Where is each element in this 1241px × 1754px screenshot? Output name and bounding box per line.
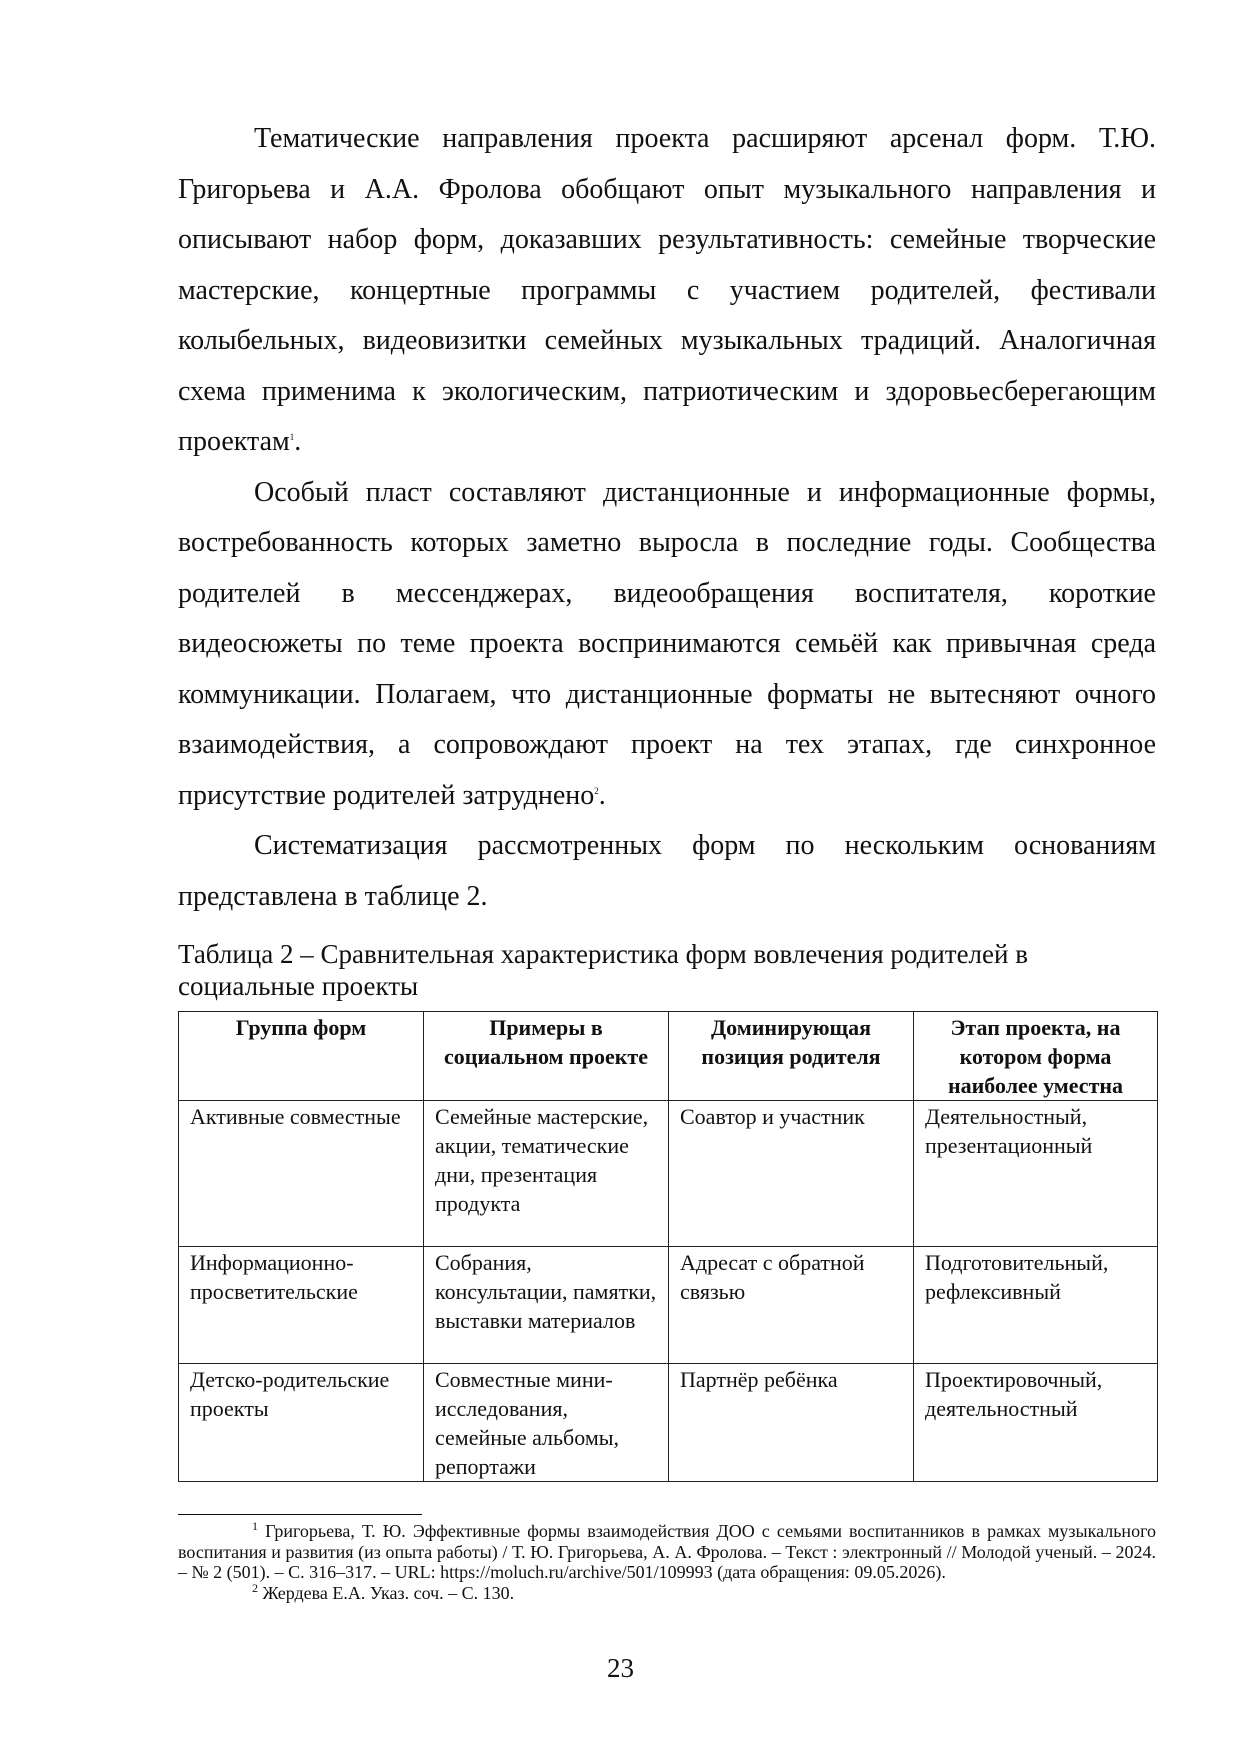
footnote-text: Жердева Е.А. Указ. соч. – С. 130. <box>262 1582 515 1603</box>
table-row <box>179 1101 1158 1247</box>
footnote-separator <box>178 1514 422 1515</box>
comparison-table <box>178 1011 1158 1482</box>
table-row <box>179 1364 1158 1482</box>
paragraph-text: Особый пласт составляют дистанционные и информационные формы, востребованность которых заметно выросла в последние годы. Сообщества родителей в мессенджерах, видеообращения воспитателя, короткие видеосюжеты по теме проекта воспринимаются семьёй как привычная среда коммуникации. Полагаем, что дистанционные форматы не вытесняют очного взаимодействия, а сопровождают проект на тех этапах, где синхронное присутствие родителей затруднено <box>178 476 1156 811</box>
body-text <box>178 114 1156 922</box>
column-header-examples: Примеры в социальном проекте <box>424 1012 669 1101</box>
table-cell: Адресат с обратной связью <box>669 1247 914 1364</box>
page-number: 23 <box>607 1653 634 1683</box>
footnote-reference[interactable]: 2 <box>594 785 599 796</box>
column-header-project-stage: Этап проекта, на котором форма наиболее уместна <box>914 1012 1158 1101</box>
footnote-number: 1 <box>252 1519 258 1533</box>
table-cell: Детско-родительские проекты <box>179 1364 424 1482</box>
footnote <box>178 1521 1156 1583</box>
table-header-row <box>179 1012 1158 1101</box>
paragraph-text: Систематизация рассмотренных форм по нескольким основаниям представлена в таблице 2. <box>178 830 1156 912</box>
footnote-text: Григорьева, Т. Ю. Эффективные формы взаимодействия ДОО с семьями воспитанников в рамках музыкального воспитания и развития (из опыта работы) / Т. Ю. Григорьева, А. А. Фролова. – Текст : электронный // Молодой ученый. – 2024. – № 2 (501). – С. 316–317. – URL: https://moluch.ru/archive/501/109993 (дата обращения: 09.05.2026). <box>178 1521 1157 1582</box>
paragraph-tail: . <box>598 779 606 811</box>
table-cell: Проектировочный, деятельностный <box>914 1364 1158 1482</box>
table-cell: Собрания, консультации, памятки, выставки материалов <box>424 1247 669 1364</box>
paragraph <box>178 821 1156 922</box>
paragraph-text: Тематические направления проекта расширяют арсенал форм. Т.Ю. Григорьева и А.А. Фролова обобщают опыт музыкального направления и описывают набор форм, доказавших результативность: семейные творческие мастерские, концертные программы с участием родителей, фестивали колыбельных, видеовизитки семейных музыкальных традиций. Аналогичная схема применима к экологическим, патриотическим и здоровьесберегающим проектам <box>178 123 1156 457</box>
footnotes <box>178 1521 1156 1603</box>
table-cell: Подготовительный, рефлексивный <box>914 1247 1158 1364</box>
table-cell: Семейные мастерские, акции, тематические дни, презентация продукта <box>424 1101 669 1247</box>
column-header-group: Группа форм <box>179 1012 424 1101</box>
footnote-number: 2 <box>252 1580 258 1595</box>
column-header-parent-position: Доминирующая позиция родителя <box>669 1012 914 1101</box>
table-cell: Партнёр ребёнка <box>669 1364 914 1482</box>
table-cell: Деятельностный, презентационный <box>914 1101 1158 1247</box>
table-row <box>179 1247 1158 1364</box>
paragraph <box>178 114 1156 468</box>
footnote-reference[interactable]: 1 <box>289 432 295 442</box>
paragraph-tail: . <box>294 426 302 457</box>
paragraph <box>178 468 1156 822</box>
table-caption: Таблица 2 – Сравнительная характеристика форм вовлечения родителей в социальные проекты <box>178 939 1028 1001</box>
table-cell: Информационно-просветительские <box>179 1247 424 1364</box>
footnote <box>178 1580 1156 1604</box>
table-cell: Совместные мини-исследования, семейные альбомы, репортажи <box>424 1364 669 1482</box>
table-cell: Активные совместные <box>179 1101 424 1247</box>
table-cell: Соавтор и участник <box>669 1101 914 1247</box>
